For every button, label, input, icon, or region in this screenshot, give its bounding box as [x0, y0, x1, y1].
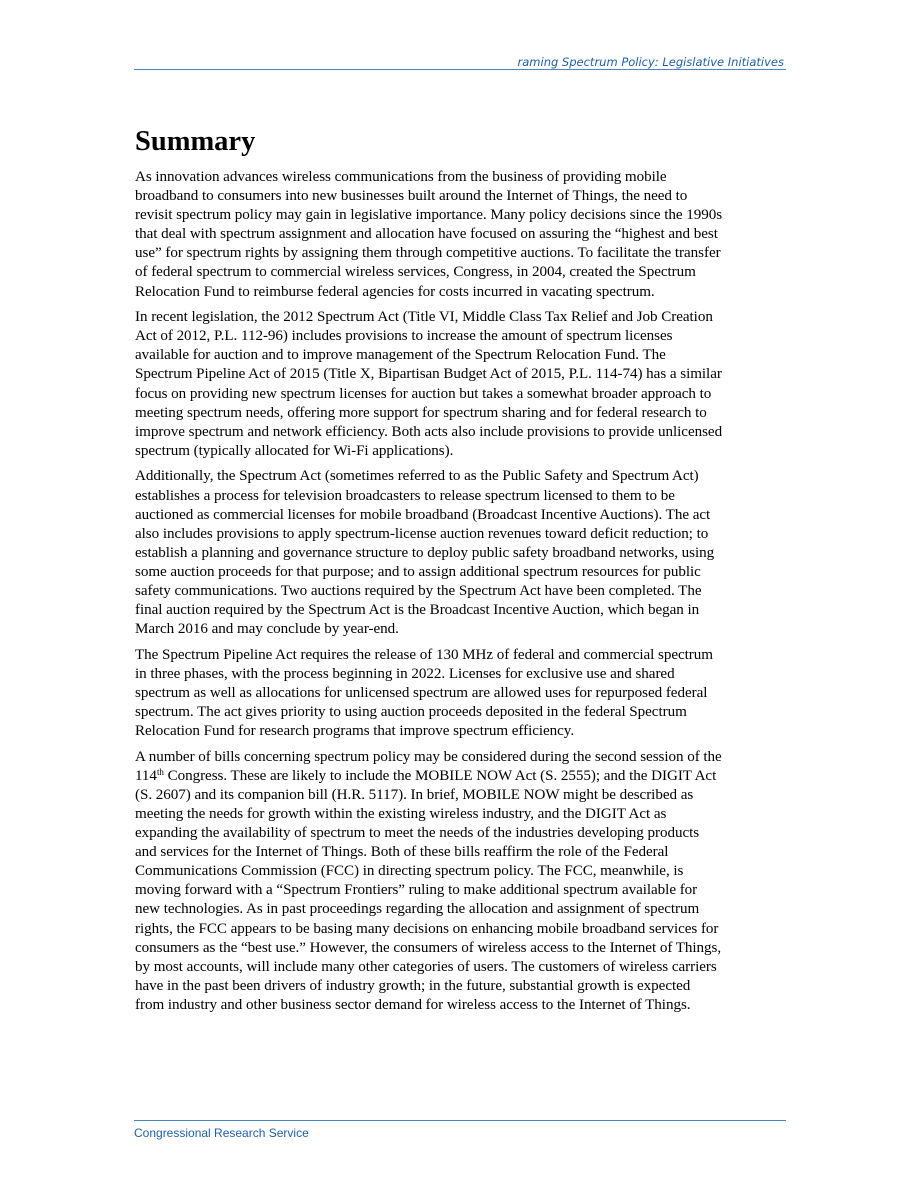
footer-organization: Congressional Research Service: [134, 1126, 309, 1140]
summary-paragraph-2: In recent legislation, the 2012 Spectrum Act (Title VI, Middle Class Tax Relief and Job Creation Act of 2012, P.L. 112-96) includes provisions to increase the amount of spectrum licenses available for auction and to improve management of the Spectrum Relocation Fund. The Spectrum Pipeline Act of 2015 (Title X, Bipartisan Budget Act of 2015, P.L. 114-74) has a similar focus on providing new spectrum licenses for auction but takes a somewhat broader approach to meeting spectrum needs, offering more support for spectrum sharing and for federal research to improve spectrum and network efficiency. Both acts also include provisions to provide unlicensed spectrum (typically allocated for Wi-Fi applications).: [135, 309, 723, 459]
summary-paragraph-5: [135, 748, 787, 1015]
running-header: [134, 53, 786, 70]
running-header-title: raming Spectrum Policy: Legislative Initiatives: [517, 55, 784, 69]
summary-paragraph-1: As innovation advances wireless communications from the business of providing mobile broadband to consumers into new businesses built around the Internet of Things, the need to revisit spectrum policy may gain in legislative importance. Many policy decisions since the 1990s that deal with spectrum assignment and allocation have focused on assuring the “highest and best use” for spectrum rights by assigning them through competitive auctions. To facilitate the transfer of federal spectrum to commercial wireless services, Congress, in 2004, created the Spectrum Relocation Fund to reimburse federal agencies for costs incurred in vacating spectrum.: [135, 169, 723, 300]
section-title: Summary: [135, 126, 256, 157]
page-footer: [134, 1120, 786, 1142]
summary-paragraph-3: Additionally, the Spectrum Act (sometimes referred to as the Public Safety and Spectrum Act) establishes a process for television broadcasters to release spectrum licensed to them to be auctioned as commercial licenses for mobile broadband (Broadcast Incentive Auctions). The act also includes provisions to apply spectrum-license auction revenues toward deficit reduction; to establish a planning and governance structure to deploy public safety broadband networks, using some auction proceeds for that purpose; and to assign additional spectrum resources for public safety communications. Two auctions required by the Spectrum Act have been completed. The final auction required by the Spectrum Act is the Broadcast Incentive Auction, which began in March 2016 and may conclude by year-end.: [135, 468, 715, 638]
summary-paragraph-4: The Spectrum Pipeline Act requires the release of 130 MHz of federal and commercial spectrum in three phases, with the process beginning in 2022. Licenses for exclusive use and shared spectrum as well as allocations for unlicensed spectrum are allowed uses for repurposed federal spectrum. The act gives priority to using auction proceeds deposited in the federal Spectrum Relocation Fund for research programs that improve spectrum efficiency.: [135, 646, 713, 740]
summary-body: [135, 168, 787, 1022]
summary-paragraph-5-start: A number of bills concerning spectrum policy may be considered during the second session of the 114: [135, 748, 722, 784]
summary-paragraph-5-rest: Congress. These are likely to include the MOBILE NOW Act (S. 2555); and the DIGIT Act (S. 2607) and its companion bill (H.R. 5117). In brief, MOBILE NOW might be described as meeting the needs for growth within the existing wireless industry, and the DIGIT Act as expanding the availability of spectrum to meet the needs of the industries developing products and services for the Internet of Things. Both of these bills reaffirm the role of the Federal Communications Commission (FCC) in directing spectrum policy. The FCC, meanwhile, is moving forward with a “Spectrum Frontiers” ruling to make additional spectrum available for new technologies. As in past proceedings regarding the allocation and assignment of spectrum rights, the FCC appears to be basing many decisions on enhancing mobile broadband services for consumers as the “best use.” However, the consumers of wireless access to the Internet of Things, by most accounts, will include many other categories of users. The customers of wireless carriers have in the past been drivers of industry growth; in the future, substantial growth is expected from industry and other business sector demand for wireless access to the Internet of Things.: [135, 767, 722, 1013]
ordinal-superscript: th: [156, 766, 164, 777]
